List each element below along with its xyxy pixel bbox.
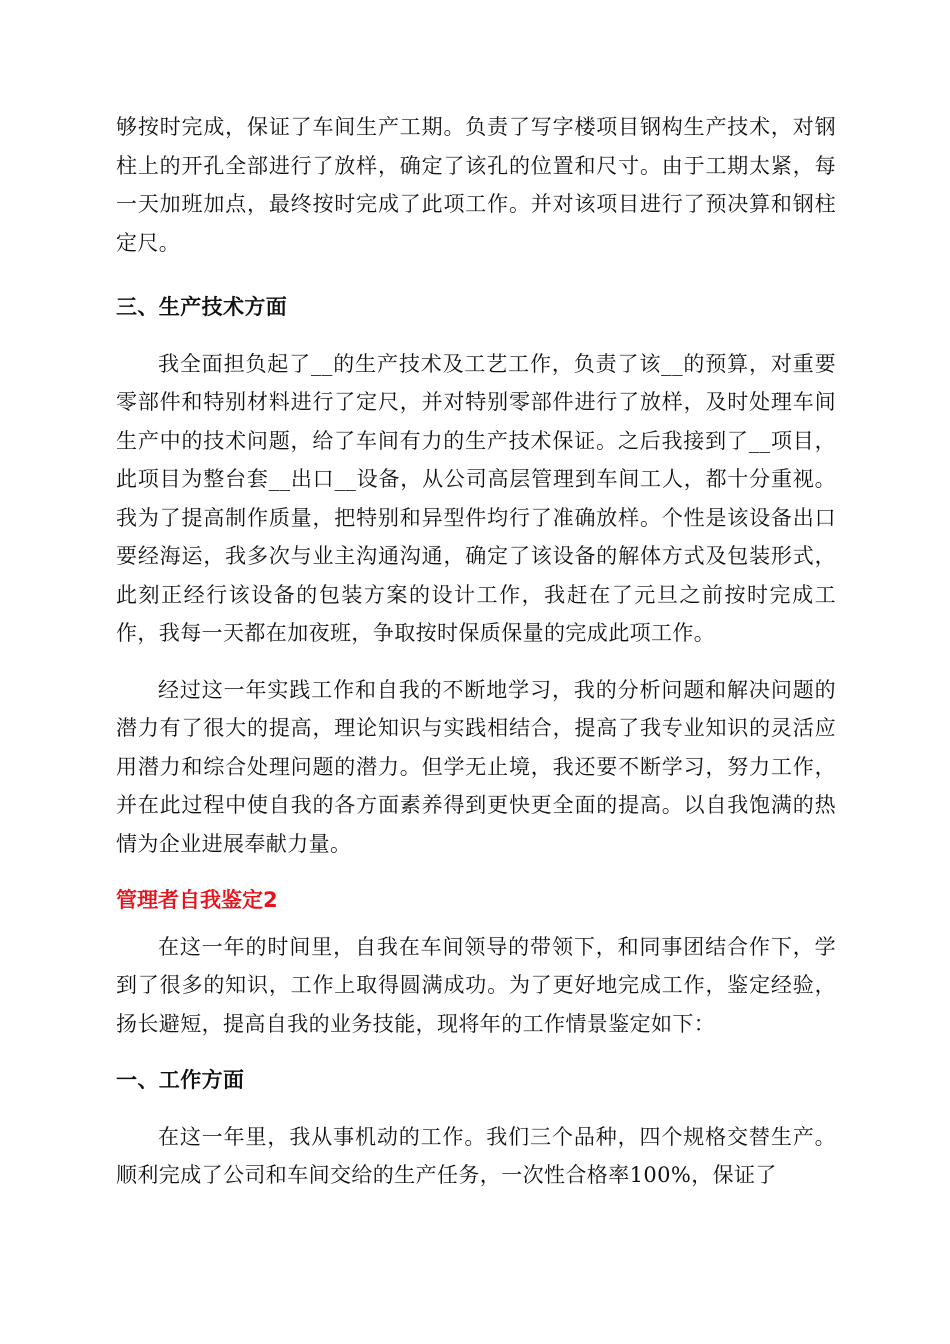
heading-production-technology: 三、生产技术方面 <box>116 295 288 319</box>
paragraph-production-technology: 我全面担负起了__的生产技术及工艺工作，负责了该__的预算，对重要零部件和特别材料进行了定尺，并对特别零部件进行了放样，及时处理车间生产中的技术问题，给了车间有力的生产技术保证。之后我接到了__项目，此项目为整台套__出口__设备，从公司高层管理到车间工人，都十分重视。我为了提高制作质量，把特别和异型件均行了准确放样。个性是该设备出口要经海运，我多次与业主沟通沟通，确定了该设备的解体方式及包装形式，此刻正经行该设备的包装方案的设计工作，我赶在了元旦之前按时完成工作，我每一天都在加夜班，争取按时保质保量的完成此项工作。 <box>116 351 836 645</box>
paragraph-continuation: 够按时完成，保证了车间生产工期。负责了写字楼项目钢构生产技术，对钢柱上的开孔全部进行了放样，确定了该孔的位置和尺寸。由于工期太紧，每一天加班加点，最终按时完成了此项工作。并对该项目进行了预决算和钢柱定尺。 <box>116 115 836 255</box>
heading-work-aspect: 一、工作方面 <box>116 1068 245 1092</box>
paragraph-work: 在这一年里，我从事机动的工作。我们三个品种，四个规格交替生产。顺利完成了公司和车间交给的生产任务，一次性合格率100%，保证了 <box>116 1124 836 1187</box>
paragraph-intro: 在这一年的时间里，自我在车间领导的带领下，和同事团结合作下，学到了很多的知识，工作上取得圆满成功。为了更好地完成工作，鉴定经验，扬长避短，提高自我的业务技能，现将年的工作情景鉴定如下： <box>116 934 836 1036</box>
paragraph-summary: 经过这一年实践工作和自我的不断地学习，我的分析问题和解决问题的潜力有了很大的提高，理论知识与实践相结合，提高了我专业知识的灵活应用潜力和综合处理问题的潜力。但学无止境，我还要不断学习，努力工作，并在此过程中使自我的各方面素养得到更快更全面的提高。以自我饱满的热情为企业进展奉献力量。 <box>116 677 836 856</box>
document-page <box>116 108 836 1195</box>
section-title: 管理者自我鉴定2 <box>116 888 278 912</box>
